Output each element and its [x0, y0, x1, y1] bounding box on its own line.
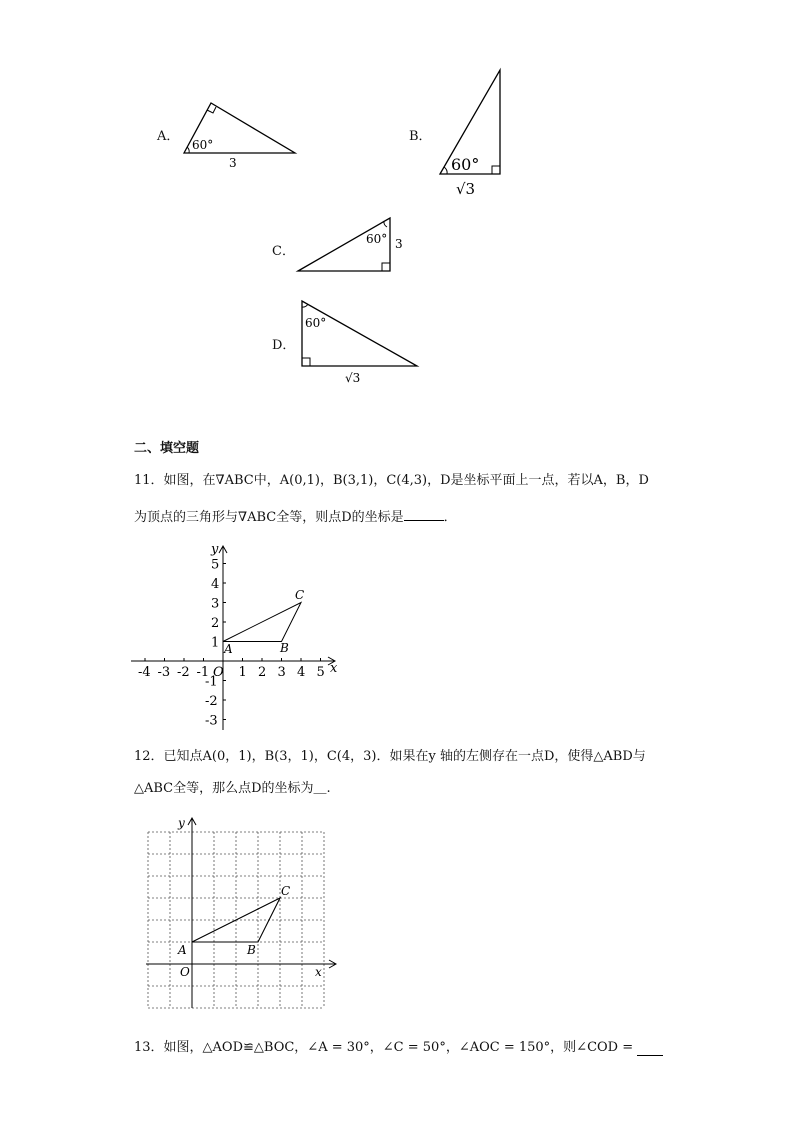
q11-y-tick-label-1: 4	[211, 577, 220, 592]
q11-y-tick-label-7: -3	[205, 713, 218, 729]
option-b-angle: 60°	[451, 155, 480, 174]
option-c-triangle	[292, 212, 410, 277]
q13-text: 13．如图，△AOD≌△BOC，∠A = 30°，∠C = 50°，∠AOC = 150°，则∠COD =	[134, 1040, 634, 1055]
option-c-side: 3	[395, 237, 403, 251]
option-b-label: B．	[409, 129, 432, 144]
q12-point-c: C	[281, 884, 291, 898]
option-a-angle: 60°	[192, 138, 214, 152]
q11-point-b: B	[280, 641, 289, 655]
option-d-label: D．	[272, 338, 296, 353]
option-d-triangle	[295, 295, 423, 390]
q11-x-tick-label-6: 2	[258, 665, 267, 680]
q12-point-a: A	[178, 943, 187, 957]
q11-x-tick-label-9: 5	[316, 665, 325, 680]
q13-answer-blank	[637, 1040, 663, 1056]
q11-x-tick-label-2: -2	[177, 665, 190, 680]
q11-x-tick-label-0: -4	[138, 665, 151, 680]
q11-x-tick-label-1: -3	[157, 665, 171, 680]
q12-point-b: B	[247, 943, 256, 957]
q11-coordinate-graph	[125, 540, 345, 735]
option-a-side: 3	[229, 156, 237, 170]
q11-x-tick-label-3: -1	[196, 665, 210, 680]
option-a-label: A．	[157, 129, 180, 144]
q11-point-c: C	[295, 588, 305, 602]
q11-line1: 11．如图，在∇ABC中，A(0,1)，B(3,1)，C(4,3)，D是坐标平面上一点，若以A，B，D	[134, 473, 649, 488]
q11-y-tick-label-3: 2	[211, 616, 220, 631]
option-a-triangle	[178, 98, 303, 170]
q11-line2-text: 为顶点的三角形与∇ABC全等，则点D的坐标是	[134, 510, 404, 525]
option-c-angle: 60°	[366, 232, 388, 246]
q11-x-tick-label-8: 4	[297, 665, 306, 680]
q12-grid-graph	[140, 815, 345, 1015]
q11-y-tick-label-4: 1	[211, 635, 220, 651]
section-heading: 二、填空题	[134, 441, 200, 456]
q11-y-label: y	[211, 542, 219, 557]
q12-y-label: y	[178, 816, 185, 830]
q11-y-tick-label-0: 5	[211, 557, 220, 573]
q11-line2-end: ．	[443, 510, 457, 525]
q11-x-tick-label-5: 1	[238, 665, 247, 680]
q11-x-tick-label-7: 3	[277, 665, 286, 680]
q11-answer-blank	[404, 508, 444, 521]
q12-origin-label: O	[180, 965, 190, 979]
option-b-triangle	[430, 62, 510, 202]
q12-x-label: x	[315, 965, 322, 979]
q11-x-tick-label-4: O	[213, 665, 224, 680]
option-d-angle: 60°	[305, 316, 327, 330]
option-d-side: √3	[345, 371, 361, 385]
q11-line2	[134, 506, 457, 525]
q12-line2: △ABC全等，那么点D的坐标为＿.	[134, 781, 331, 796]
q12-line1: 12．已知点A(0，1)，B(3，1)，C(4，3)．如果在y 轴的左侧存在一点D，使得△ABD与	[134, 749, 646, 764]
q11-y-tick-label-5: -1	[205, 674, 218, 690]
option-b-side: √3	[456, 180, 476, 198]
q13-line1	[134, 1036, 663, 1055]
q11-y-tick-label-2: 3	[211, 596, 220, 612]
option-c-label: C．	[272, 244, 295, 259]
q11-x-label: x	[330, 661, 338, 676]
q11-triangle-abc	[223, 603, 301, 642]
q11-point-a: A	[224, 642, 233, 656]
q11-y-tick-label-6: -2	[205, 694, 218, 709]
